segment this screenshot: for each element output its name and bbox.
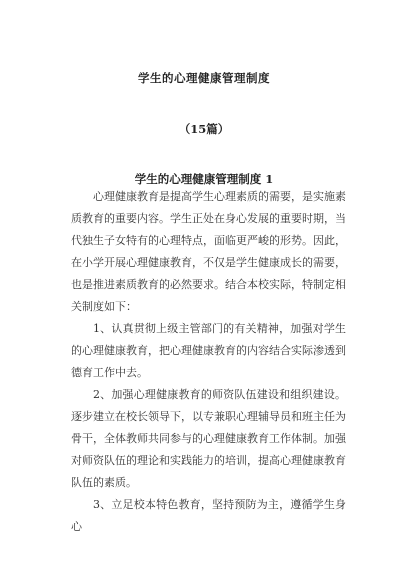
document-title: 学生的心理健康管理制度 [138, 71, 270, 85]
article-count: （15篇） [178, 122, 230, 136]
body-text [71, 186, 346, 538]
paragraph-item-3: 3、立足校本特色教育，坚持预防为主，遵循学生身心 [71, 498, 346, 533]
paragraph-intro: 心理健康教育是提高学生心理素质的需要，是实施素质教育的重要内容。学生正处在身心发展的重要时期，当代独生子女特有的心理特点，面临更严峻的形势。因此，在小学开展心理健康教育，不仅是学生健康成长的需要，也是推进素质教育的必然要求。结合本校实际，特制定相关制度如下： [71, 190, 346, 313]
paragraph-item-1: 1、认真贯彻上级主管部门的有关精神，加强对学生的心理健康教育，把心理健康教育的内容结合实际渗透到德育工作中去。 [71, 322, 346, 379]
section-heading: 学生的心理健康管理制度 1 [134, 172, 274, 186]
paragraph-item-2: 2、加强心理健康教育的师资队伍建设和组织建设。逐步建立在校长领导下，以专兼职心理辅导员和班主任为骨干，全体教师共同参与的心理健康教育工作体制。加强对师资队伍的理论和实践能力的培训，提高心理健康教育队伍的素质。 [71, 388, 346, 489]
